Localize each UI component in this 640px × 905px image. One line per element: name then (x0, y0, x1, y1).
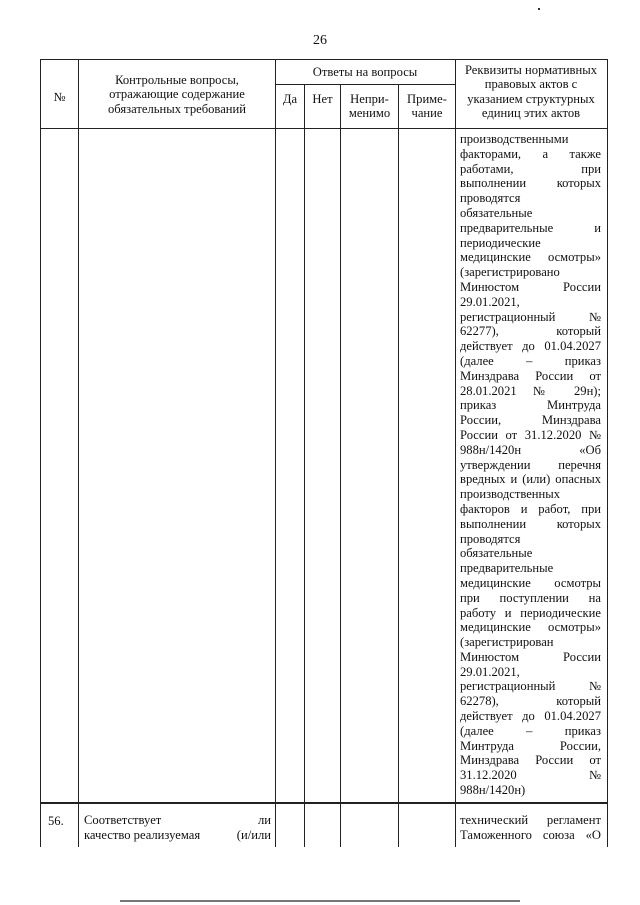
rule-v-left (40, 59, 41, 847)
reference-line: работу и периодические (460, 605, 601, 620)
rule-v-no (340, 84, 341, 847)
scan-speck (538, 8, 540, 10)
reference-line: предварительные и (460, 220, 601, 235)
reference-line: 28.01.2021 № 29н); (460, 383, 601, 398)
reference-line: при поступлении на (460, 590, 601, 605)
reference-line: 988н/1420н) (460, 783, 526, 798)
rule-v-note (455, 59, 456, 847)
row-56-reference (460, 813, 601, 843)
header-yes: Да (282, 92, 298, 106)
reference-line: 29.01.2021, (460, 294, 520, 309)
header-num: № (53, 90, 66, 104)
rule-v-na (398, 84, 399, 847)
reference-line: периодические (460, 235, 541, 250)
reference-line: проводятся (460, 191, 521, 206)
reference-line: медицинские осмотры» (460, 250, 601, 265)
row-56-question (84, 813, 271, 843)
header-no: Нет (312, 92, 333, 106)
reference-line: выполнении которых (460, 176, 601, 191)
reference-line: России от 31.12.2020 № (460, 427, 601, 442)
row-56-ref-line1: технический регламент (460, 813, 601, 827)
rule-header-bottom (40, 128, 607, 129)
reference-line: выполнении которых (460, 516, 601, 531)
reference-line: регистрационный № (460, 309, 601, 324)
rule-answers-sub (275, 84, 455, 85)
reference-line: действует до 01.04.2027 (460, 709, 601, 724)
reference-line: регистрационный № (460, 679, 601, 694)
reference-line: обязательные (460, 546, 533, 561)
reference-line: производственными (460, 132, 569, 146)
header-refs: Реквизиты нормативных правовых актов с указанием структурных единиц этих актов (464, 63, 598, 121)
reference-line: 62277), который (460, 324, 601, 339)
page-number: 26 (313, 33, 327, 48)
reference-line: предварительные (460, 561, 554, 576)
rule-v-yes (304, 84, 305, 847)
header-not-applicable (341, 92, 398, 121)
rule-row-end (40, 802, 607, 804)
reference-line: медицинские осмотры» (460, 620, 601, 635)
rule-v-num (78, 59, 79, 847)
reference-line: (далее – приказ (460, 723, 601, 738)
header-na-line2: менимо (348, 106, 391, 121)
reference-line: обязательные (460, 205, 533, 220)
reference-line: (далее – приказ (460, 353, 601, 368)
reference-line: (зарегистрировано (460, 265, 560, 280)
reference-line: действует до 01.04.2027 (460, 339, 601, 354)
reference-line: 29.01.2021, (460, 664, 520, 679)
reference-line: производственных (460, 487, 561, 502)
reference-line: приказ Минтруда (460, 398, 601, 413)
reference-line: факторов и работ, при (460, 501, 601, 516)
header-questions: Контрольные вопросы, отражающие содержание обязательных требований (107, 73, 247, 116)
row-56-ref-line2: Таможенного союза «О (460, 827, 601, 842)
reference-line: работами, при (460, 161, 601, 176)
reference-line: утверждении перечня (460, 457, 601, 472)
rule-top (40, 59, 607, 60)
reference-line: (зарегистрирован (460, 635, 554, 650)
header-note-line1: Приме- (407, 92, 447, 106)
header-note (399, 92, 455, 121)
reference-line: Минюстом России (460, 649, 601, 664)
reference-line: 31.12.2020 № (460, 768, 601, 783)
row-56-number: 56. (48, 814, 64, 828)
row-56-q-line1-right: ли (257, 813, 271, 827)
row-56-q-line2-left: качество реализуемая (84, 827, 201, 842)
row-56-q-line2-right: (и/или (236, 827, 271, 842)
header-answers: Ответы на вопросы (312, 65, 418, 79)
reference-line: Минздрава России от (460, 753, 601, 768)
reference-line: медицинские осмотры (460, 575, 601, 590)
reference-line: Минтруда России, (460, 738, 601, 753)
reference-line: 988н/1420н «Об (460, 442, 601, 457)
scan-edge-mark (120, 900, 520, 902)
rule-v-right (607, 59, 608, 847)
reference-line: факторами, а также (460, 146, 601, 161)
rule-v-questions (275, 59, 276, 847)
reference-line: Минздрава России от (460, 368, 601, 383)
reference-line: проводятся (460, 531, 521, 546)
reference-line: Минюстом России (460, 279, 601, 294)
header-na-line1: Непри- (350, 92, 389, 106)
reference-continuation (460, 132, 601, 798)
row-56-q-line1-left: Соответствует (84, 813, 162, 827)
reference-line: вредных и (или) опасных (460, 472, 601, 487)
reference-line: 62278), который (460, 694, 601, 709)
header-note-line2: чание (411, 106, 443, 121)
reference-line: России, Минздрава (460, 413, 601, 428)
